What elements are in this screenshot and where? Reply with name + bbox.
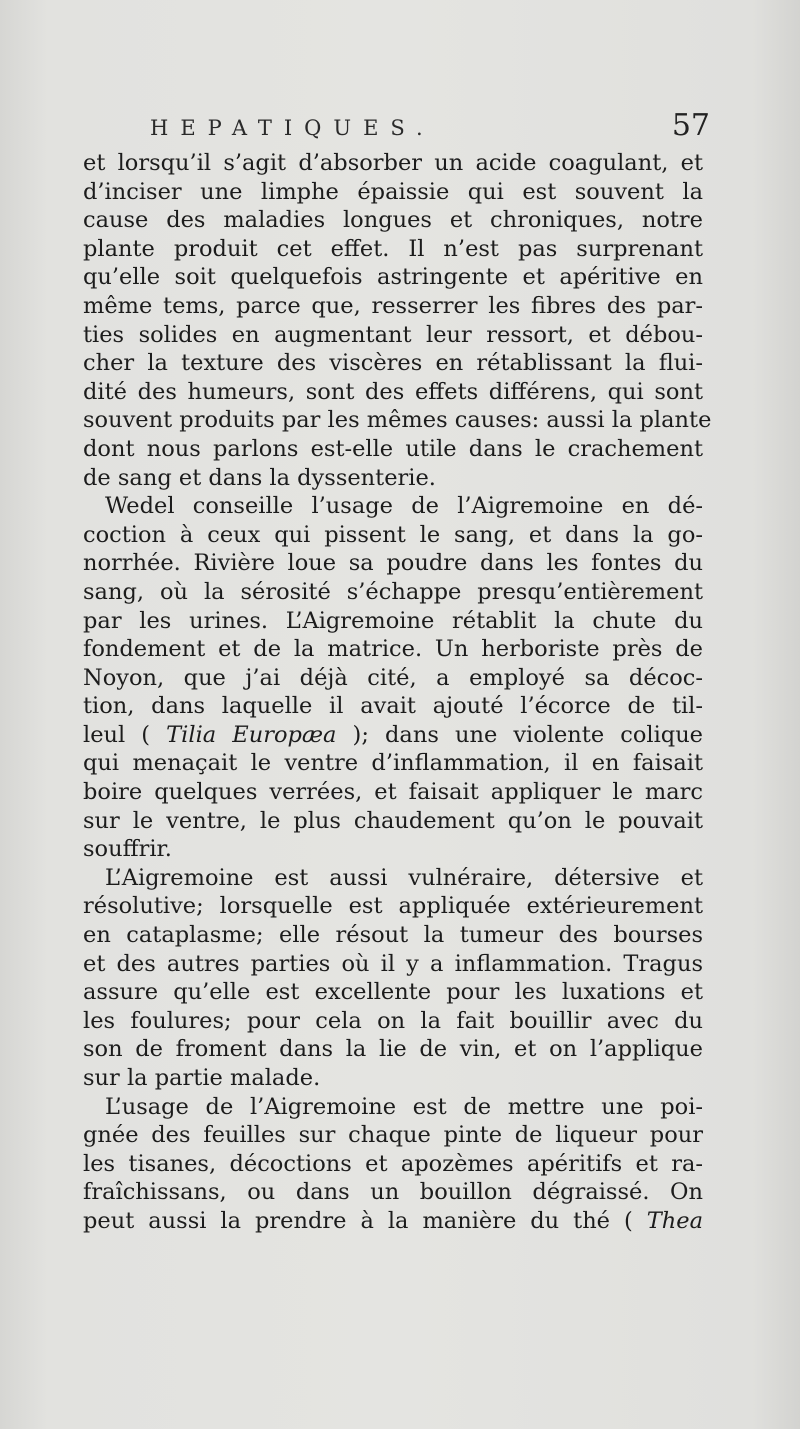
- text-line: et des autres parties où il y a inflammation. Tragus: [83, 950, 703, 977]
- text-line: qu’elle soit quelquefois astringente et apéritive en: [83, 264, 703, 291]
- page-number: 57: [671, 108, 710, 143]
- running-title: HEPATIQUES.: [150, 116, 435, 140]
- text-line: coction à ceux qui pissent le sang, et dans la go-: [83, 521, 703, 548]
- text-line: fraîchissans, ou dans un bouillon dégraissé. On: [83, 1179, 703, 1206]
- text-line: L’usage de l’Aigremoine est de mettre une poi-: [105, 1093, 703, 1120]
- text-line: son de froment dans la lie de vin, et on l’applique: [83, 1036, 703, 1063]
- text-fragment: ); dans une violente colique: [336, 721, 703, 748]
- text-line: souvent produits par les mêmes causes: aussi la plante: [83, 407, 712, 434]
- text-line: plante produit cet effet. Il n’est pas surprenant: [83, 235, 703, 262]
- text-line: qui menaçait le ventre d’inflammation, il en faisait: [83, 750, 703, 777]
- text-line: L’Aigremoine est aussi vulnéraire, détersive et: [105, 864, 703, 891]
- text-line: cause des maladies longues et chroniques, notre: [83, 207, 703, 234]
- body-text: [83, 149, 712, 1236]
- text-line: dont nous parlons est-elle utile dans le crachement: [83, 435, 703, 462]
- text-line: les tisanes, décoctions et apozèmes apéritifs et ra-: [83, 1150, 703, 1177]
- text-line: gnée des feuilles sur chaque pinte de liqueur pour: [83, 1122, 703, 1149]
- text-line: même tems, parce que, resserrer les fibres des par-: [83, 292, 703, 319]
- text-line: dité des humeurs, sont des effets différens, qui sont: [83, 378, 703, 405]
- text-line: souffrir.: [83, 836, 172, 863]
- text-line: cher la texture des viscères en rétablissant la flui-: [83, 350, 703, 377]
- text-line: [83, 721, 703, 750]
- text-line: résolutive; lorsquelle est appliquée extérieurement: [83, 893, 703, 920]
- text-line: les foulures; pour cela on la fait bouillir avec du: [83, 1007, 703, 1034]
- text-line: norrhée. Rivière loue sa poudre dans les fontes du: [83, 550, 703, 577]
- text-line: sur le ventre, le plus chaudement qu’on le pouvait: [83, 807, 703, 834]
- text-line: Noyon, que j’ai déjà cité, a employé sa décoc-: [83, 664, 703, 691]
- text-line: en cataplasme; elle résout la tumeur des bourses: [83, 922, 703, 949]
- latin-name: Tilia Europæa: [166, 721, 337, 748]
- latin-name: Thea: [646, 1207, 703, 1234]
- text-line: par les urines. L’Aigremoine rétablit la chute du: [83, 607, 703, 634]
- text-line: boire quelques verrées, et faisait appliquer le marc: [83, 779, 703, 806]
- text-line: assure qu’elle est excellente pour les luxations et: [83, 979, 703, 1006]
- text-line: ties solides en augmentant leur ressort, et débou-: [83, 321, 703, 348]
- text-line: sur la partie malade.: [83, 1065, 321, 1091]
- text-line: et lorsqu’il s’agit d’absorber un acide coagulant, et: [83, 150, 703, 176]
- text-line: fondement et de la matrice. Un herboriste près de: [83, 636, 703, 663]
- text-fragment: leul (: [83, 721, 167, 748]
- text-line: de sang et dans la dyssenterie.: [83, 464, 436, 491]
- text-line: tion, dans laquelle il avait ajouté l’écorce de til-: [83, 693, 703, 720]
- text-line: [83, 1207, 703, 1236]
- text-line: d’inciser une limphe épaissie qui est souvent la: [83, 178, 703, 205]
- text-line: Wedel conseille l’usage de l’Aigremoine en dé-: [105, 493, 703, 520]
- running-head: [90, 108, 710, 152]
- text-line: sang, où la sérosité s’échappe presqu’entièrement: [83, 578, 703, 605]
- text-fragment: peut aussi la prendre à la manière du thé (: [83, 1207, 647, 1234]
